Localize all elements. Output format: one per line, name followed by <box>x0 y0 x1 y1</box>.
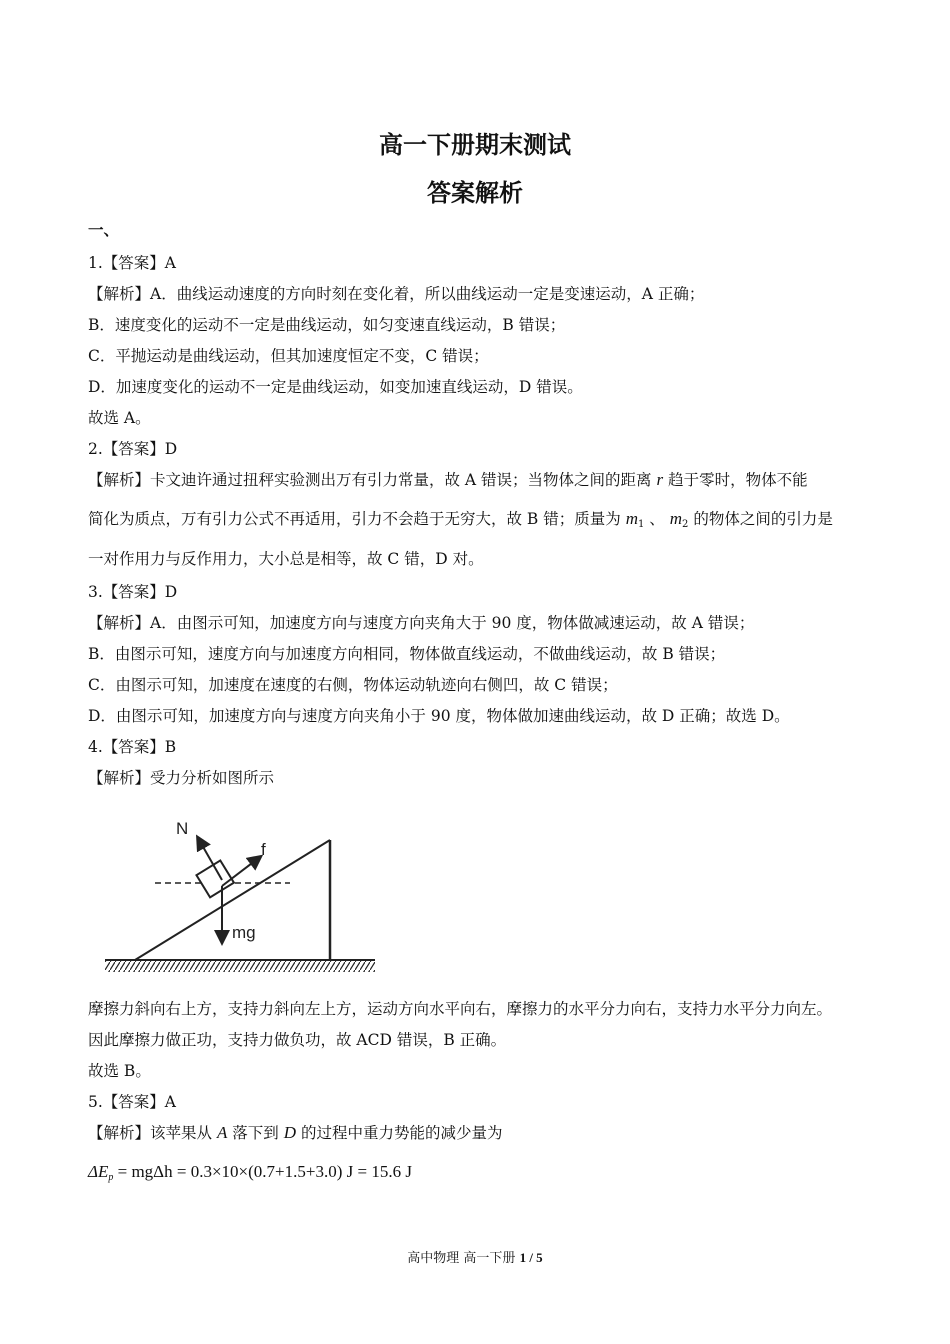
q2-analysis-line <box>88 509 833 535</box>
q1-analysis-line: D．加速度变化的运动不一定是曲线运动，如变加速直线运动，D 错误。 <box>88 378 583 396</box>
point-d: D <box>283 1123 297 1142</box>
q1-conclusion: 故选 A。 <box>88 409 151 427</box>
normal-force-label: N <box>176 819 189 838</box>
q2-analysis-line: 一对作用力与反作用力，大小总是相等，故 C 错，D 对。 <box>88 550 484 568</box>
q2-answer: 2.【答案】D <box>88 440 178 458</box>
mass-variable: m <box>625 509 638 528</box>
q5-analysis-line <box>88 1123 502 1143</box>
incline-force-svg <box>100 810 385 980</box>
q3-analysis-line: D．由图示可知，加速度方向与速度方向夹角小于 90 度，物体做加速曲线运动，故 D 正确；故选 D。 <box>88 707 790 725</box>
delta-ep: ΔE <box>88 1162 109 1181</box>
formula-body: = mgΔh = 0.3×10×(0.7+1.5+3.0) J = 15.6 J <box>113 1162 412 1181</box>
gravity-label: mg <box>232 923 256 942</box>
q1-answer: 1.【答案】A <box>88 254 176 272</box>
page-number: 1 / 5 <box>519 1250 543 1265</box>
mass-variable: m <box>669 509 683 528</box>
section-heading: 一、 <box>88 221 120 239</box>
q4-conclusion: 故选 B。 <box>88 1062 151 1080</box>
subscript: 1 <box>637 519 645 530</box>
q3-answer: 3.【答案】D <box>88 583 178 601</box>
q2-text: 简化为质点，万有引力公式不再适用，引力不会趋于无穷大，故 B 错；质量为 <box>88 510 621 528</box>
page-subtitle: 答案解析 <box>427 179 523 207</box>
block <box>196 861 233 898</box>
subscript: 2 <box>682 519 689 530</box>
q1-analysis-line: C．平抛运动是曲线运动，但其加速度恒定不变，C 错误； <box>88 347 489 365</box>
distance-variable: r <box>656 470 664 489</box>
q1-analysis-line: 【解析】A．曲线运动速度的方向时刻在变化着，所以曲线运动一定是变速运动，A 正确； <box>88 285 705 303</box>
q4-analysis-line: 【解析】受力分析如图所示 <box>88 769 275 787</box>
page-title: 高一下册期末测试 <box>379 131 571 159</box>
separator: 、 <box>649 510 665 528</box>
q1-analysis-line: B．速度变化的运动不一定是曲线运动，如匀变速直线运动，B 错误； <box>88 316 566 334</box>
point-a: A <box>216 1123 228 1142</box>
q2-text: 趋于零时，物体不能 <box>668 471 808 489</box>
subscript: p <box>108 1172 114 1183</box>
q3-analysis-line: C．由图示可知，加速度在速度的右侧，物体运动轨迹向右侧凹，故 C 错误； <box>88 676 618 694</box>
q3-analysis-line: B．由图示可知，速度方向与加速度方向相同，物体做直线运动，不做曲线运动，故 B 错误； <box>88 645 726 663</box>
q5-text: 落下到 <box>232 1124 279 1142</box>
q5-formula <box>88 1162 412 1188</box>
q5-answer: 5.【答案】A <box>88 1093 176 1111</box>
page-footer <box>0 1247 950 1266</box>
q3-analysis-line: 【解析】A．由图示可知，加速度方向与速度方向夹角大于 90 度，物体做减速运动，故 A 错误； <box>88 614 755 632</box>
q5-text: 的过程中重力势能的减少量为 <box>300 1124 503 1142</box>
q4-analysis-line: 因此摩擦力做正功，支持力做负功，故 ACD 错误，B 正确。 <box>88 1031 507 1049</box>
force-diagram <box>100 810 385 980</box>
q2-analysis-line <box>88 470 808 490</box>
incline-surface <box>135 840 330 960</box>
friction-force-label: f <box>261 840 266 859</box>
q2-text: 【解析】卡文迪许通过扭秤实验测出万有引力常量，故 A 错误；当物体之间的距离 <box>88 471 652 489</box>
footer-text: 高中物理 高一下册 <box>407 1251 520 1266</box>
q2-text: 的物体之间的引力是 <box>693 510 833 528</box>
q4-analysis-line: 摩擦力斜向右上方，支持力斜向左上方，运动方向水平向右，摩擦力的水平分力向右，支持力水平分力向左。 <box>88 1000 833 1018</box>
q4-answer: 4.【答案】B <box>88 738 177 756</box>
ground-hatch <box>105 960 375 972</box>
q5-text: 【解析】该苹果从 <box>88 1124 213 1142</box>
